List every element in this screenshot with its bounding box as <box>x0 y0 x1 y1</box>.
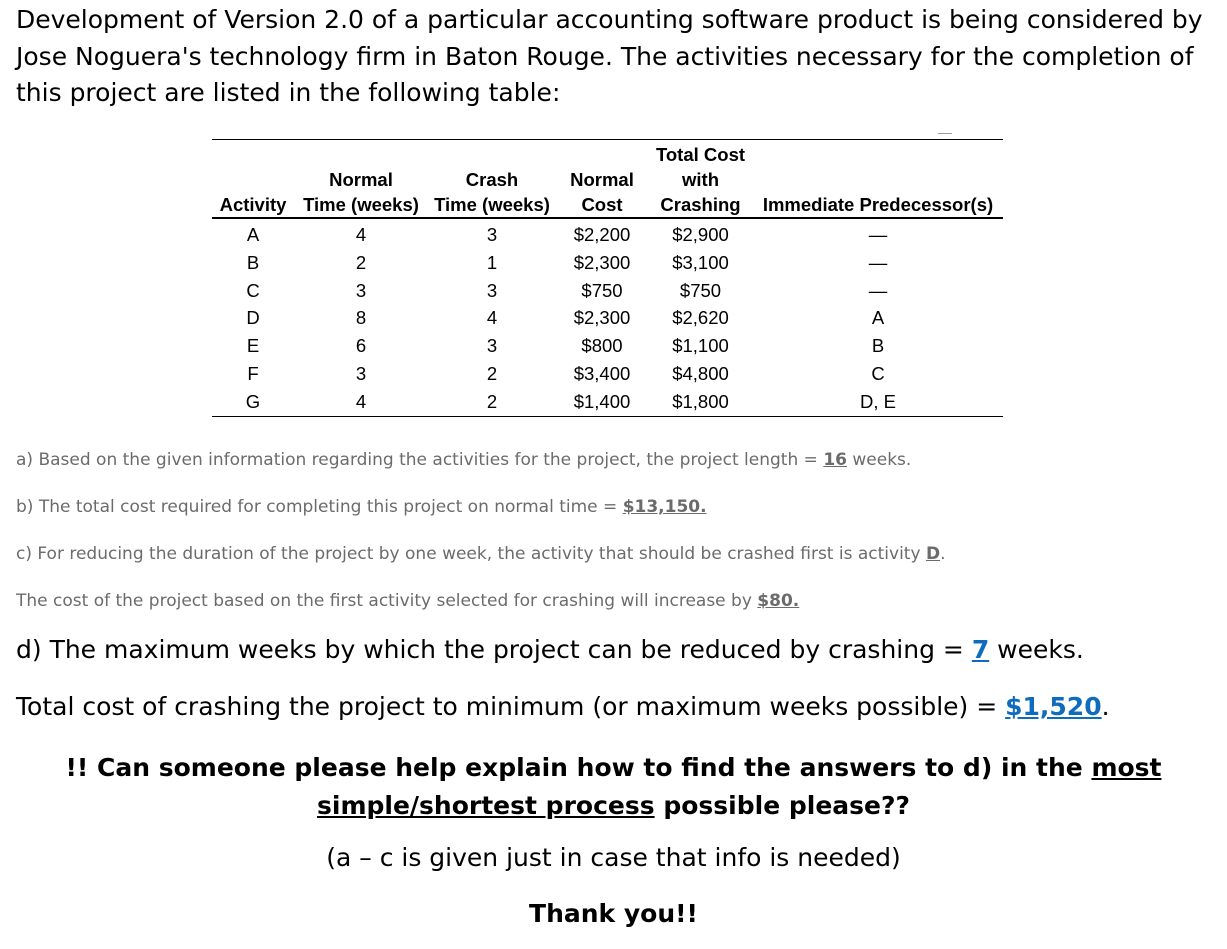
help-question-emphasis: most simple/shortest process <box>317 753 1162 820</box>
cell-normal-time: 4 <box>355 224 367 245</box>
cell-normal-cost: $3,400 <box>573 362 631 384</box>
cell-activity: E <box>246 335 260 357</box>
answer-c: c) For reducing the duration of the project by one week, the activity that should be crashed first is activity D. <box>16 544 946 564</box>
header-activity: Activity <box>212 192 294 218</box>
activity-table-container <box>212 139 1003 417</box>
answer-d-value[interactable]: 7 <box>971 635 990 664</box>
cell-activity: F <box>247 362 259 384</box>
cell-crash-time: 3 <box>486 279 498 301</box>
answer-b-value: $13,150. <box>622 497 707 517</box>
cell-activity: D <box>246 307 260 329</box>
header-normal-cost-line2: Cost <box>556 192 648 218</box>
cell-activity: A <box>246 224 260 245</box>
cell-crash-time: 4 <box>486 307 498 329</box>
thanks-line: Thank you!! <box>529 899 698 928</box>
header-total-cost-line2: with <box>682 169 719 190</box>
table-row <box>212 249 1003 277</box>
cell-crash-cost: $3,100 <box>672 251 729 273</box>
note-line: (a – c is given just in case that info is needed) <box>326 843 901 872</box>
cell-predecessors: — <box>868 251 888 273</box>
cell-predecessors: D, E <box>860 390 896 412</box>
header-normal-cost-line1: Normal <box>570 169 634 190</box>
cell-activity: B <box>246 251 260 273</box>
cell-normal-time: 3 <box>355 279 367 301</box>
answer-total-crash-cost: Total cost of crashing the project to minimum (or maximum weeks possible) = $1,520. <box>16 692 1110 721</box>
table-row <box>212 388 1003 416</box>
cell-predecessors: C <box>871 362 885 384</box>
header-crash-time-line1: Crash <box>465 169 519 190</box>
cell-crash-time: 2 <box>486 362 498 384</box>
answer-c-value: D <box>925 544 941 564</box>
header-total-cost-line3: Crashing <box>648 192 753 218</box>
cell-crash-time: 3 <box>486 224 498 245</box>
cell-normal-cost: $750 <box>581 279 623 301</box>
cell-normal-cost: $2,200 <box>573 224 631 245</box>
cell-activity: C <box>246 279 260 301</box>
cell-normal-time: 8 <box>355 307 367 329</box>
header-normal-time-line2: Time (weeks) <box>294 192 428 218</box>
decorative-tick <box>938 133 952 134</box>
answer-d: d) The maximum weeks by which the project can be reduced by crashing = 7 weeks. <box>16 635 1084 664</box>
table-row <box>212 218 1003 249</box>
cell-crash-time: 2 <box>486 390 498 412</box>
cell-activity: G <box>245 390 261 412</box>
cell-crash-time: 1 <box>486 251 498 273</box>
cell-crash-cost: $1,800 <box>672 390 729 412</box>
cell-normal-time: 3 <box>355 362 367 384</box>
table-row <box>212 304 1003 332</box>
answer-total-value[interactable]: $1,520 <box>1005 692 1102 721</box>
cell-predecessors: — <box>868 279 888 301</box>
table-row <box>212 332 1003 360</box>
cell-crash-cost: $2,620 <box>672 307 729 329</box>
cell-crash-time: 3 <box>486 335 498 357</box>
table-row <box>212 277 1003 305</box>
header-predecessors: Immediate Predecessor(s) <box>753 192 1003 218</box>
cell-normal-cost: $2,300 <box>573 251 631 273</box>
intro-paragraph: Development of Version 2.0 of a particular accounting software product is being considered by Jose Noguera's technology firm in Baton Rouge. The activities necessary for the completion of this project are listed in the following table: <box>16 5 1203 107</box>
activity-table <box>212 139 1003 417</box>
answer-a: a) Based on the given information regarding the activities for the project, the project length = 16 weeks. <box>16 450 912 470</box>
header-total-cost-line1: Total Cost <box>655 144 746 165</box>
header-normal-time-line1: Normal <box>329 169 393 190</box>
cell-normal-cost: $1,400 <box>573 390 631 412</box>
cell-crash-cost: $4,800 <box>672 362 729 384</box>
cell-normal-time: 6 <box>355 335 367 357</box>
table-row <box>212 360 1003 388</box>
cell-crash-cost: $1,100 <box>672 335 729 357</box>
header-crash-time-line2: Time (weeks) <box>428 192 556 218</box>
answer-a-value: 16 <box>823 450 847 470</box>
answer-b: b) The total cost required for completing this project on normal time = $13,150. <box>16 497 707 517</box>
cell-predecessors: — <box>868 224 888 245</box>
cell-normal-cost: $2,300 <box>573 307 631 329</box>
cell-normal-cost: $800 <box>581 335 623 357</box>
cell-normal-time: 2 <box>355 251 367 273</box>
cell-predecessors: A <box>871 307 885 329</box>
cell-normal-time: 4 <box>355 390 367 412</box>
answer-c-cost: The cost of the project based on the first activity selected for crashing will increase by $80. <box>16 591 800 611</box>
cell-crash-cost: $750 <box>679 279 722 301</box>
cell-crash-cost: $2,900 <box>672 224 729 245</box>
cell-predecessors: B <box>871 335 885 357</box>
help-question: !! Can someone please help explain how to find the answers to d) in the most simple/shortest process possible please?? <box>65 753 1162 820</box>
answer-c-cost-value: $80. <box>757 591 800 611</box>
